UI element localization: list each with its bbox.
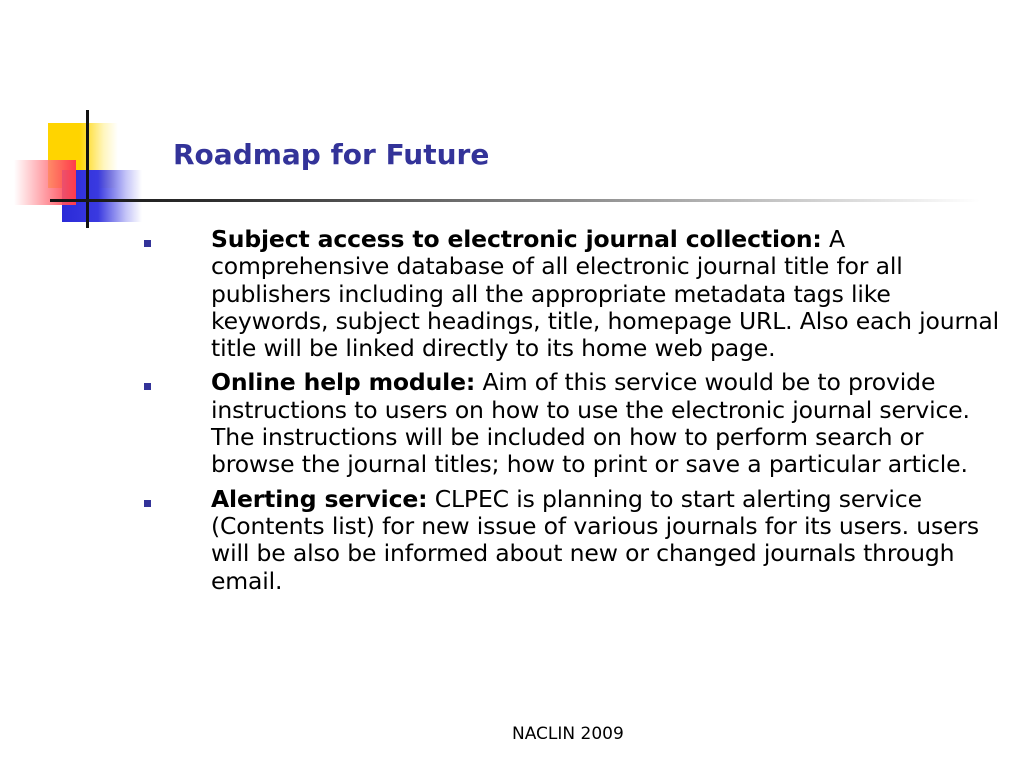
- bullet-list: [140, 226, 1000, 602]
- square-bullet-icon: [144, 240, 151, 247]
- bullet-text: [211, 486, 1000, 595]
- bullet-body: Aim of this service would be to provide instructions to users on how to use the electronic journal service. The instructions will be included on how to perform search or browse the journal titles; how to print or save a particular article.: [211, 368, 970, 479]
- square-bullet-icon: [144, 500, 151, 507]
- footer-text: NACLIN 2009: [512, 724, 624, 744]
- bullet-item-subject-access: [140, 226, 1000, 362]
- bullet-heading: Online help module:: [211, 368, 476, 397]
- slide-title: Roadmap for Future: [173, 138, 490, 171]
- vertical-rule: [86, 110, 89, 228]
- bullet-text: [211, 369, 1000, 478]
- bullet-body: CLPEC is planning to start alerting service (Contents list) for new issue of various journals for its users. users will be also be informed about new or changed journals through email.: [211, 484, 980, 595]
- bullet-item-alerting-service: [140, 486, 1000, 595]
- bullet-heading: Alerting service:: [211, 484, 428, 513]
- bullet-item-online-help: [140, 369, 1000, 478]
- bullet-heading: Subject access to electronic journal collection:: [211, 225, 822, 253]
- bullet-body: A comprehensive database of all electronic journal title for all publishers including all the appropriate metadata tags like keywords, subject headings, title, homepage URL. Also each journal title will be linked directly to its home web page.: [211, 225, 999, 363]
- square-bullet-icon: [144, 383, 151, 390]
- title-underline: [50, 199, 980, 202]
- decorative-logo: [0, 0, 160, 240]
- bullet-text: [211, 226, 1000, 362]
